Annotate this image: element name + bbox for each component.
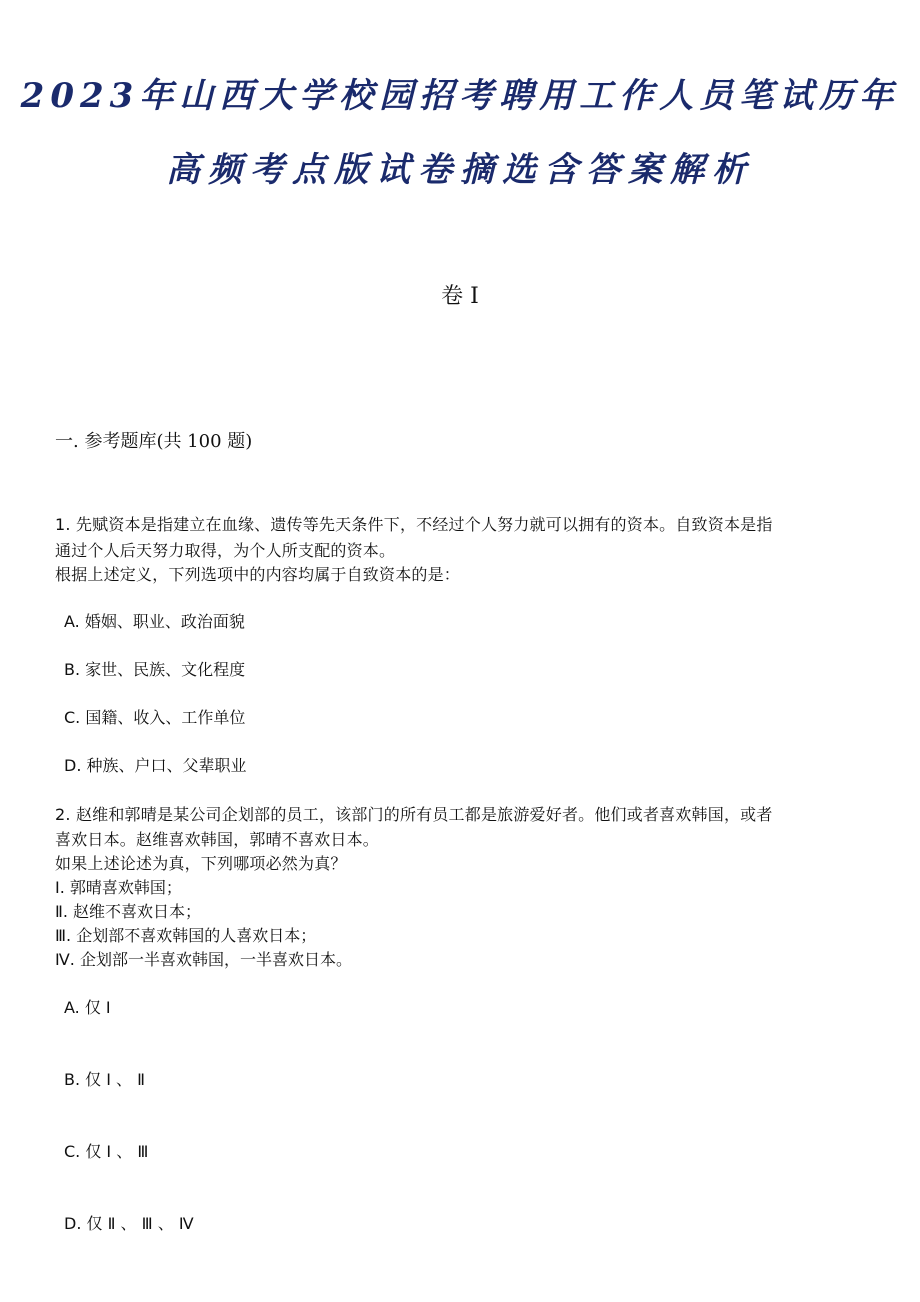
statement-2: Ⅱ. 赵维不喜欢日本；: [55, 902, 202, 921]
option-a: A. 仅 Ⅰ: [64, 998, 111, 1017]
option-a: A. 婚姻、职业、政治面貌: [64, 612, 245, 631]
section-heading: 一. 参考题库(共 100 题): [55, 431, 253, 452]
question-stem-line: 根据上述定义，下列选项中的内容均属于自致资本的是：: [55, 565, 461, 584]
option-c: C. 国籍、收入、工作单位: [64, 708, 246, 727]
volume-heading: 卷 I: [441, 284, 479, 309]
question-stem-line: 如果上述论述为真，下列哪项必然为真？: [55, 854, 347, 873]
question-stem-line: 1. 先赋资本是指建立在血缘、遗传等先天条件下，不经过个人努力就可以拥有的资本。自致资本是指: [55, 515, 773, 534]
question-stem-line: 喜欢日本。赵维喜欢韩国，郭晴不喜欢日本。: [55, 830, 380, 849]
statement-1: Ⅰ. 郭晴喜欢韩国；: [55, 878, 182, 897]
option-b: B. 家世、民族、文化程度: [64, 660, 246, 679]
statement-4: Ⅳ. 企划部一半喜欢韩国，一半喜欢日本。: [55, 950, 352, 969]
option-c: C. 仅 Ⅰ 、 Ⅲ: [64, 1142, 149, 1161]
question-stem-line: 2. 赵维和郭晴是某公司企划部的员工，该部门的所有员工都是旅游爱好者。他们或者喜欢韩国，或者: [55, 805, 773, 824]
option-d: D. 仅 Ⅱ 、 Ⅲ 、 Ⅳ: [64, 1214, 194, 1233]
option-b: B. 仅 Ⅰ 、 Ⅱ: [64, 1070, 146, 1089]
question-stem-line: 通过个人后天努力取得，为个人所支配的资本。: [55, 541, 396, 560]
document-title-line-1: 2023年山西大学校园招考聘用工作人员笔试历年: [20, 76, 900, 116]
document-title-line-2: 高频考点版试卷摘选含答案解析: [166, 150, 754, 190]
statement-3: Ⅲ. 企划部不喜欢韩国的人喜欢日本；: [55, 926, 317, 945]
option-d: D. 种族、户口、父辈职业: [64, 756, 247, 775]
